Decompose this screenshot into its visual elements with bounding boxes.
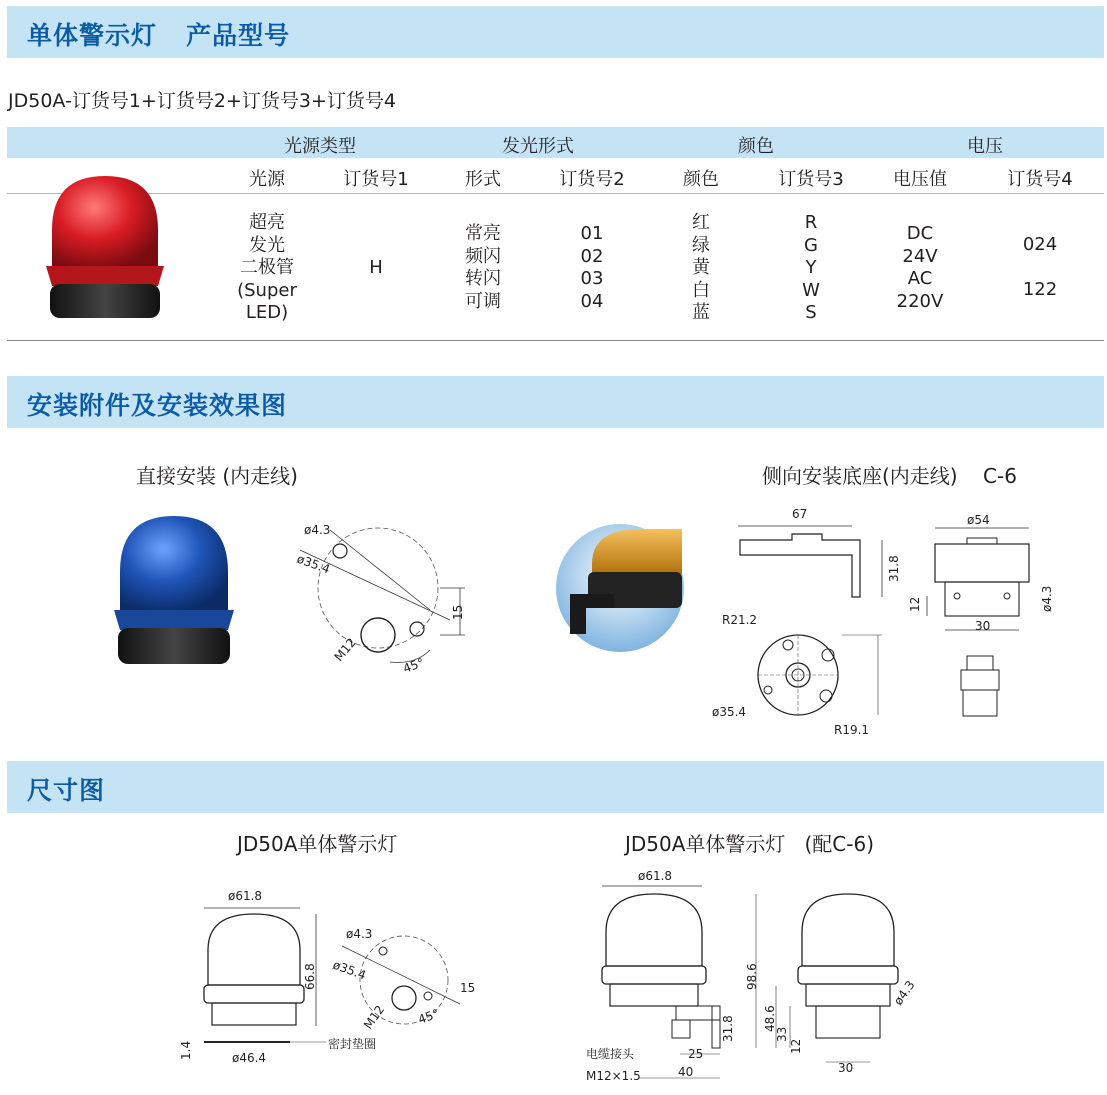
color-cell: 红 绿 黄 白 蓝 [692, 212, 710, 323]
svg-text:66.8: 66.8 [303, 963, 317, 990]
section-title: 单体警示灯 产品型号 [27, 21, 291, 50]
svg-text:12: 12 [789, 1038, 803, 1054]
dims-right-title: JD50A单体警示灯 (配C-6) [625, 832, 875, 856]
header-divider [7, 193, 1104, 194]
blue-lamp-photo [108, 510, 240, 668]
col-light-source: 光源 [249, 169, 285, 190]
svg-text:ø4.3: ø4.3 [304, 523, 331, 537]
dims-left-diagram [170, 880, 500, 1080]
side-mount-title: 侧向安装底座(内走线) C-6 [762, 464, 1017, 488]
order-formula: JD50A-订货号1+订货号2+订货号3+订货号4 [8, 90, 396, 112]
svg-text:M12: M12 [331, 635, 359, 664]
dims-right-diagram [580, 866, 918, 1086]
svg-text:ø4.3: ø4.3 [346, 927, 373, 941]
table-bottom-rule [7, 340, 1104, 341]
svg-text:31.8: 31.8 [721, 1015, 735, 1042]
section-header-dimensions [7, 761, 1104, 813]
svg-text:ø35.4: ø35.4 [294, 551, 332, 577]
group-voltage: 电压 [967, 136, 1003, 157]
code2-cell: 01 02 03 04 [580, 223, 604, 312]
svg-text:1.4: 1.4 [179, 1040, 193, 1060]
svg-text:31.8: 31.8 [887, 555, 901, 582]
direct-mount-hole-diagram [290, 510, 480, 680]
svg-text:30: 30 [975, 619, 991, 633]
svg-text:R21.2: R21.2 [722, 613, 758, 627]
col-code3: 订货号3 [778, 169, 844, 190]
form-cell: 常亮 频闪 转闪 可调 [465, 223, 501, 312]
section-header-model [7, 6, 1104, 58]
code3-cell: R G Y W S [802, 212, 820, 323]
svg-text:25: 25 [688, 1047, 704, 1061]
group-light-source: 光源类型 [284, 136, 356, 157]
direct-mount-title: 直接安装 (内走线) [136, 464, 298, 488]
svg-text:ø4.3: ø4.3 [1040, 585, 1054, 612]
c6-base-diagram [905, 510, 1065, 730]
svg-text:45°: 45° [401, 655, 427, 676]
svg-text:48.6: 48.6 [763, 1005, 777, 1032]
svg-text:40: 40 [678, 1065, 694, 1079]
section-header-mounting [7, 376, 1104, 428]
svg-text:45°: 45° [416, 1006, 442, 1027]
group-emission: 发光形式 [502, 136, 574, 157]
svg-text:ø35.4: ø35.4 [712, 705, 747, 719]
svg-text:ø35.4: ø35.4 [330, 957, 368, 983]
section-title: 尺寸图 [27, 776, 106, 805]
col-code4: 订货号4 [1007, 169, 1073, 190]
svg-text:ø61.8: ø61.8 [228, 889, 263, 903]
col-code2: 订货号2 [559, 169, 625, 190]
svg-text:30: 30 [838, 1061, 854, 1075]
col-code1: 订货号1 [343, 169, 409, 190]
svg-text:ø54: ø54 [967, 513, 990, 527]
svg-text:12: 12 [908, 596, 922, 612]
svg-text:M12: M12 [360, 1002, 388, 1032]
voltage-cell: DC 24V AC 220V [896, 223, 944, 312]
col-color: 颜色 [683, 169, 719, 190]
amber-side-mount-photo [552, 524, 690, 652]
svg-text:33: 33 [775, 1026, 789, 1042]
light-source-cell: 超亮 发光 二极管 (Super LED) [237, 212, 297, 323]
dims-left-title: JD50A单体警示灯 [237, 832, 398, 856]
svg-text:15: 15 [451, 604, 465, 620]
col-voltage: 电压值 [893, 169, 947, 190]
col-form: 形式 [465, 169, 501, 190]
svg-text:15: 15 [460, 981, 476, 995]
code1-cell: H [369, 257, 383, 278]
svg-text:98.6: 98.6 [745, 963, 759, 990]
svg-text:密封垫圈: 密封垫圈 [328, 1037, 377, 1051]
code4-cell: 024 122 [1022, 234, 1058, 300]
svg-text:M12×1.5: M12×1.5 [586, 1069, 641, 1083]
group-color: 颜色 [738, 136, 774, 157]
svg-text:ø4.3: ø4.3 [890, 978, 918, 1008]
svg-text:ø61.8: ø61.8 [638, 869, 673, 883]
svg-text:R19.1: R19.1 [834, 723, 870, 737]
svg-text:ø46.4: ø46.4 [232, 1051, 267, 1065]
svg-text:电缆接头: 电缆接头 [586, 1047, 635, 1061]
red-lamp-photo [40, 170, 170, 322]
side-bracket-diagram [712, 500, 912, 740]
svg-text:67: 67 [792, 507, 808, 521]
section-title: 安装附件及安装效果图 [27, 391, 288, 420]
